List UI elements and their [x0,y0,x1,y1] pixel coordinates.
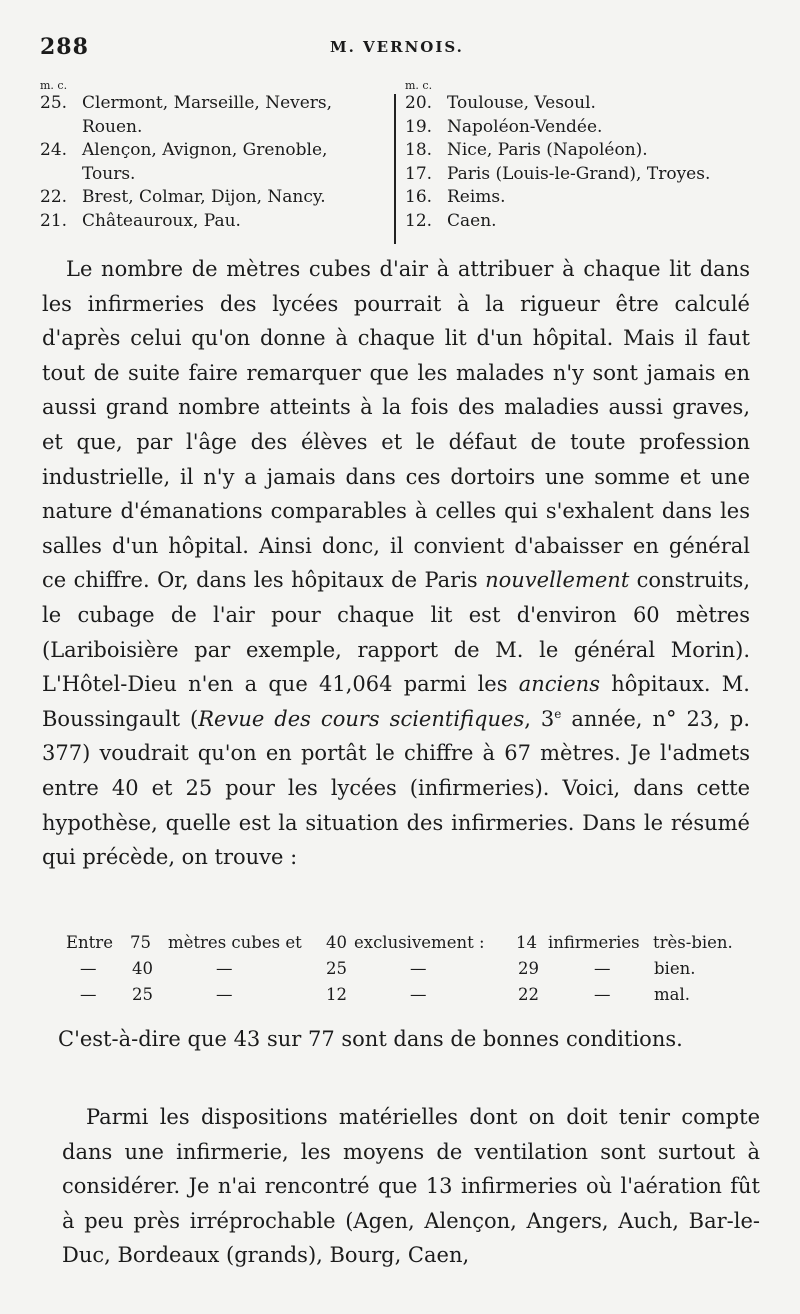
running-head-author: M. VERNOIS. [330,38,464,56]
cubage-value: 22. [40,187,68,207]
table-cell: 25 [326,959,347,978]
body-paragraph [58,1022,758,1057]
table-row [66,930,756,956]
table-cell: — [80,959,97,978]
italic-run: Revue des cours scientifiques [198,706,525,731]
town-names: Napoléon-Vendée. [447,116,603,137]
unit-label: m. c. [405,79,433,92]
table-cell: bien. [654,959,696,978]
table-cell: 14 [516,933,537,952]
text-run: Le nombre de mètres cubes d'air à attribuer à chaque lit dans les infirmeries des lycées pourrait à la rigueur être calculé d'après celui qu'on donne à chaque lit d'un hôpital. Mais il faut tout de suite faire remarquer que les malades n'y sont jamais en aussi grand nombre atteints à la fois des maladies aussi graves, et que, par l'âge des élèves et le défaut de toute profession industrielle, il n'y a jamais dans ces dortoirs une somme et une nature d'émanations comparables à celles qui s'exhalent dans les salles d'un hôpital. Ainsi donc, il convient d'abaisser en général ce chiffre. Or, dans les hôpitaux de Paris [42,257,750,593]
table-cell: 40 [326,933,347,952]
list-item [40,186,390,210]
town-list-left-column [40,80,390,233]
paragraph-text [42,252,750,875]
table-cell: Entre [66,933,113,952]
table-cell: — [594,959,611,978]
table-cell: — [594,985,611,1004]
text-run: construits, le cubage de l'air pour chaque lit est d'environ 60 mètres (Lariboisière par exemple, rapport de M. le général Morin). L'Hôtel-Dieu n'en a que 41,064 parmi les [42,568,750,697]
list-item [405,186,765,210]
table-cell: — [410,985,427,1004]
body-paragraph [62,1100,760,1273]
table-row [66,956,756,982]
town-names: Nice, Paris (Napoléon). [447,140,648,160]
body-paragraph [42,252,750,875]
town-list-right-column [405,80,765,233]
column-divider [394,94,396,244]
text-run: année, n° 23, p. 377) voudrait qu'on en portât le chiffre à 67 mètres. Je l'admets entre 40 et 25 pour les lycées (infirmeries). Voici, dans cette hypothèse, quelle est la situation des infirmeries. Dans le résumé qui précède, on trouve : [42,706,751,870]
town-names: Châteauroux, Pau. [82,210,241,231]
table-cell: 25 [132,985,153,1004]
cubage-value: 19. [405,116,433,137]
town-names: Paris (Louis-le-Grand), Troyes. [447,163,711,184]
town-list [40,80,760,240]
cubage-value: 20. [405,93,433,113]
cubage-value: 17. [405,163,433,184]
infirmary-stats-table [66,930,756,1008]
town-names: Brest, Colmar, Dijon, Nancy. [82,187,326,207]
table-cell: 29 [518,959,539,978]
table-cell: infirmeries [548,933,640,952]
list-item [40,210,390,234]
italic-run: nouvellement [485,568,630,593]
table-row [66,982,756,1008]
table-cell: — [216,959,233,978]
running-header [40,34,760,66]
list-item [405,116,765,140]
list-item [40,92,390,139]
cubage-value: 25. [40,93,68,113]
superscript: e [554,706,562,721]
italic-run: anciens [518,672,600,697]
table-cell: 22 [518,985,539,1004]
cubage-value: 24. [40,140,68,160]
paragraph-text: Parmi les dispositions matérielles dont on doit tenir compte dans une infirmerie, les moyens de ventilation sont surtout à considérer. Je n'ai rencontré que 13 infirmeries où l'aération fût à peu près irréprochable (Agen, Alençon, Angers, Auch, Bar-le-Duc, Bordeaux (grands), Bourg, Caen, [62,1105,760,1268]
town-names-continued: Tours. [82,163,136,184]
table-cell: exclusivement : [354,933,485,952]
text-run: , 3 [524,706,555,731]
town-names: Caen. [447,210,497,231]
table-cell: mal. [654,985,691,1004]
table-cell: 40 [132,959,153,978]
cubage-value: 16. [405,187,433,207]
cubage-value: 12. [405,210,433,231]
town-names: Alençon, Avignon, Grenoble, [82,140,328,160]
page-number: 288 [40,34,89,60]
text-run: hôpitaux. M. Boussingault ( [42,672,750,731]
table-cell: — [216,985,233,1004]
table-cell: — [410,959,427,978]
table-cell: — [80,985,97,1004]
cubage-value: 18. [405,140,433,160]
list-item [405,139,765,163]
unit-label: m. c. [40,79,68,92]
list-item [405,210,765,234]
town-names-continued: Rouen. [82,116,143,137]
table-cell: 12 [326,985,347,1004]
paragraph-text: C'est-à-dire que 43 sur 77 sont dans de bonnes conditions. [58,1027,683,1051]
table-cell: mètres cubes et [168,933,302,952]
town-names: Toulouse, Vesoul. [447,93,596,113]
table-cell: 75 [130,933,151,952]
list-item [405,163,765,187]
town-names: Reims. [447,187,506,207]
list-item [405,92,765,116]
table-cell: très-bien. [653,933,733,952]
list-item [40,139,390,186]
town-names: Clermont, Marseille, Nevers, [82,93,333,113]
cubage-value: 21. [40,210,68,231]
